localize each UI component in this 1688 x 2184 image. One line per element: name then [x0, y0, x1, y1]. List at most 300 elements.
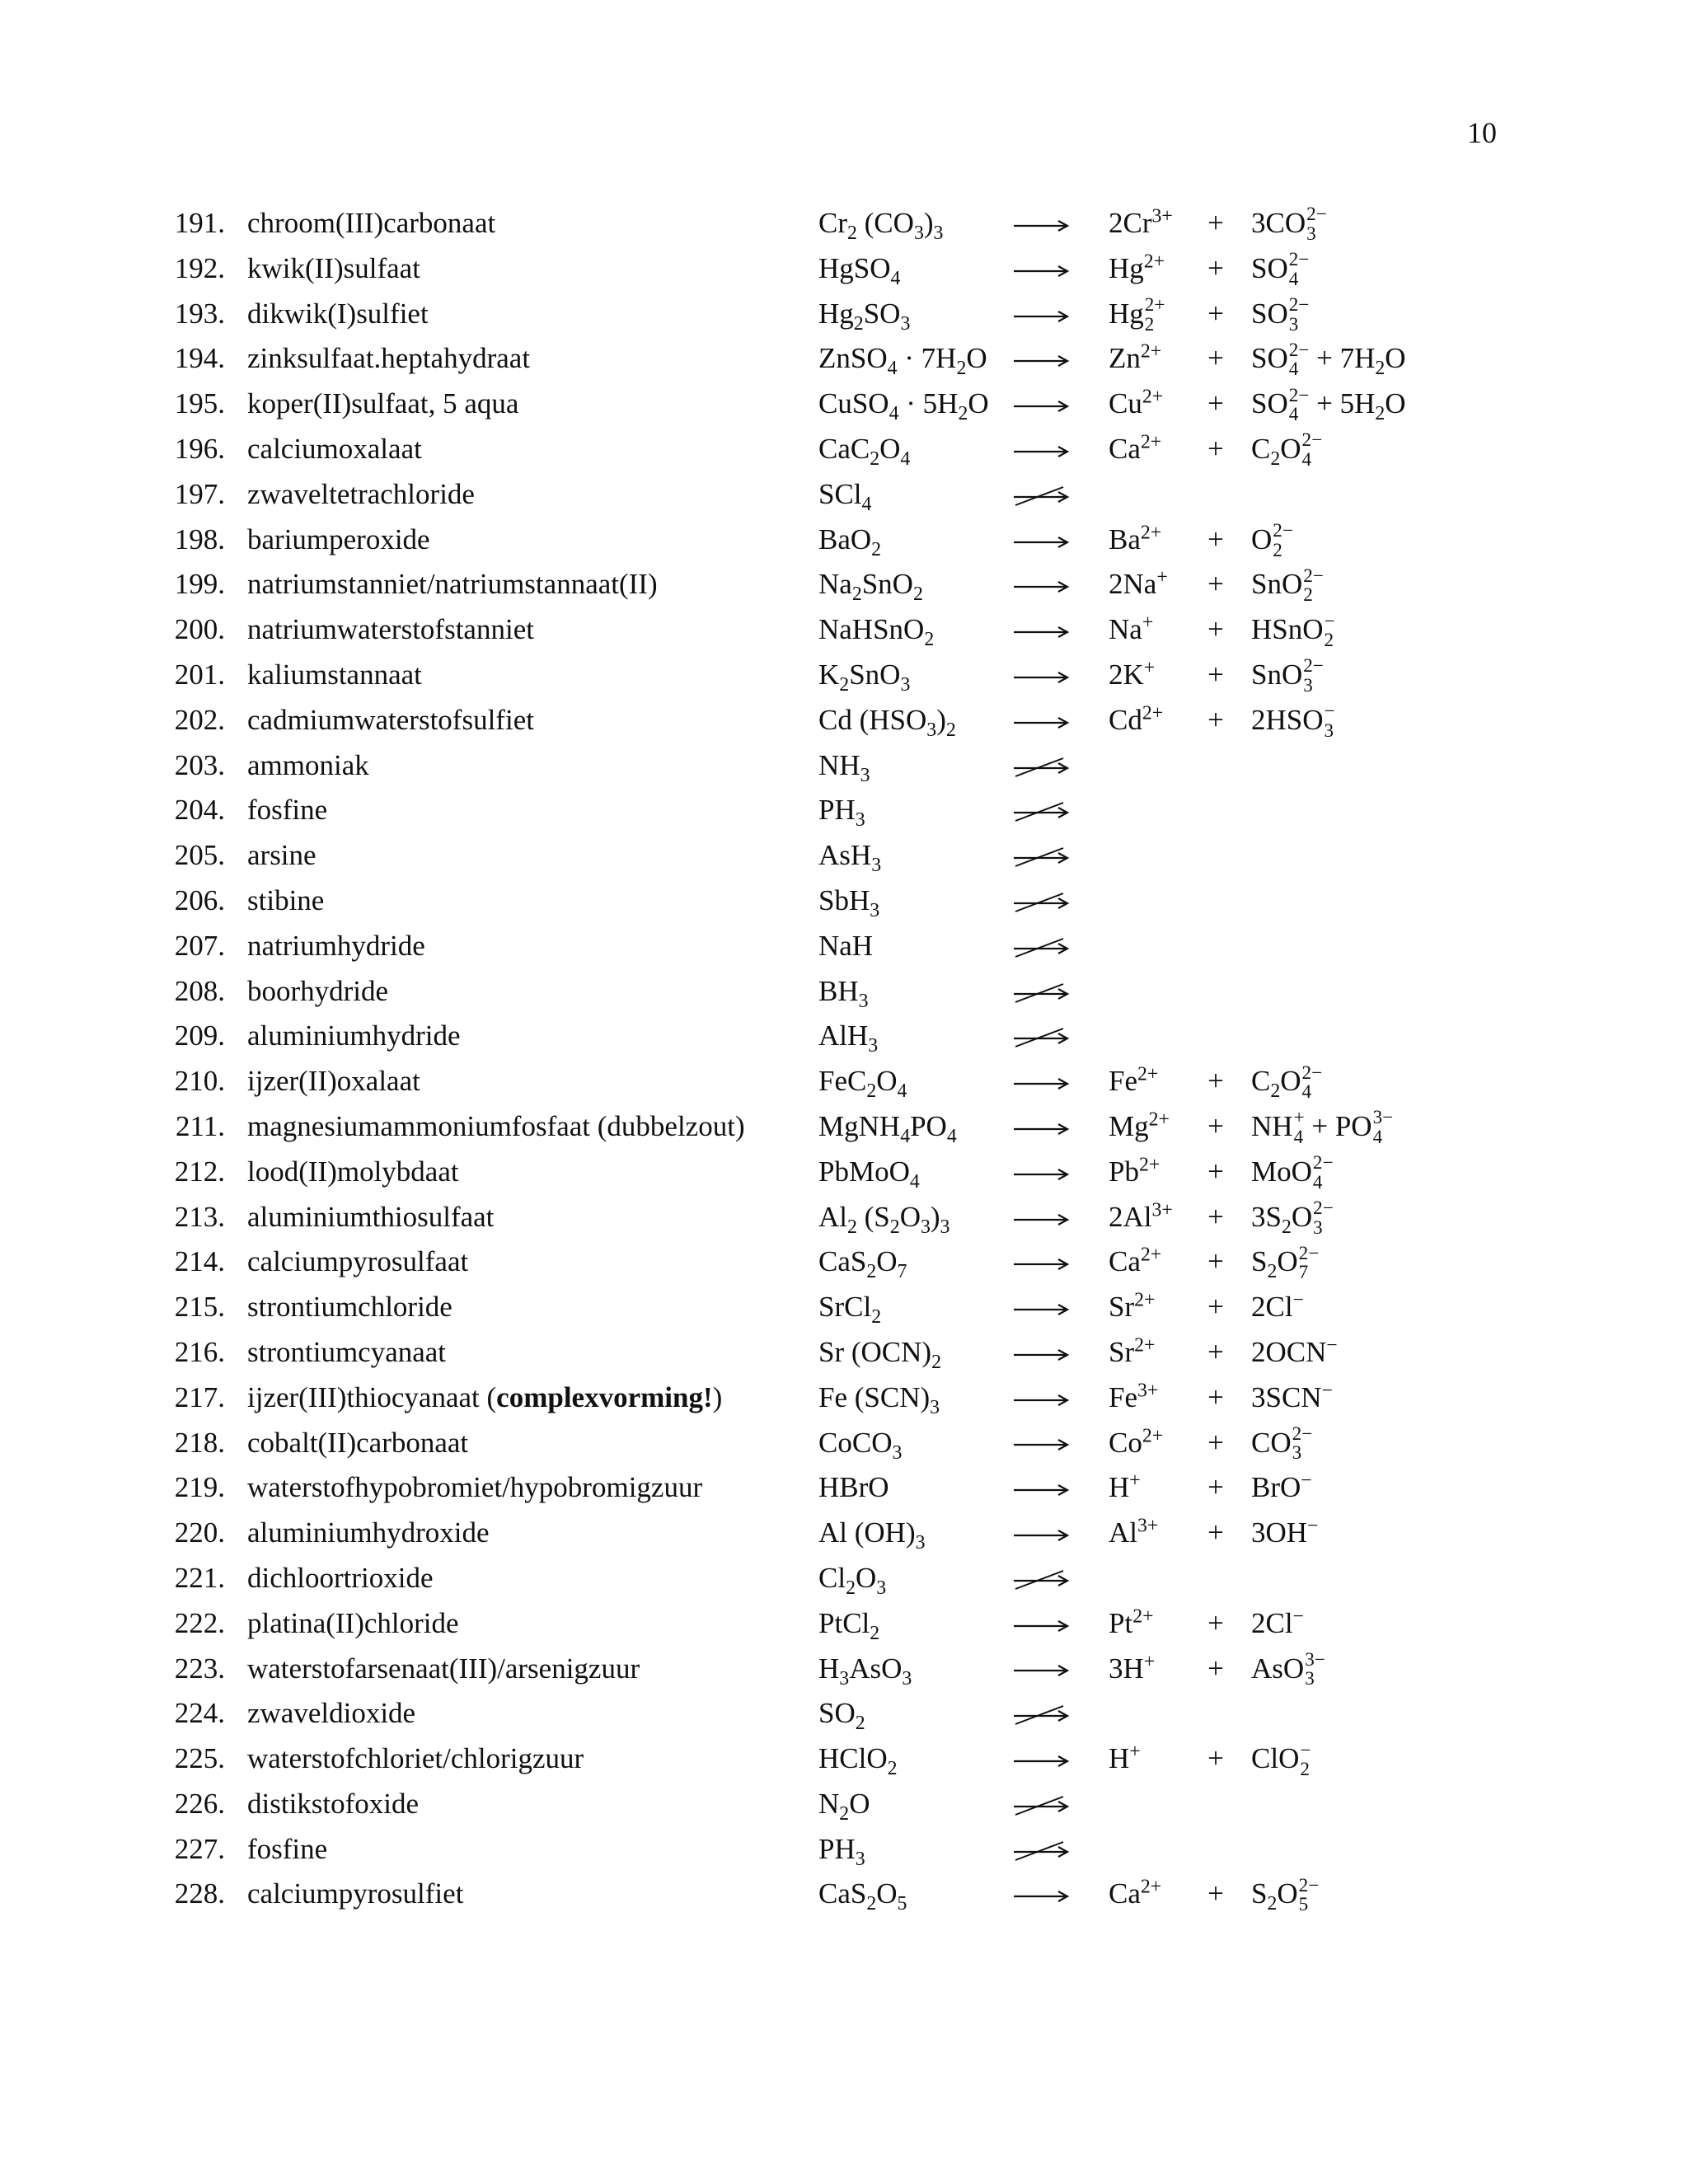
reaction-arrow-icon: [1012, 1207, 1070, 1232]
compound-name: lood(II)molybdaat: [247, 1155, 459, 1188]
list-item: [0, 427, 1688, 472]
chemical-formula: HBrO: [818, 1471, 889, 1504]
reaction-arrow: [1012, 518, 1086, 563]
chemical-formula: $PH_3$: [818, 794, 865, 832]
chemical-formula: NaH: [818, 929, 874, 962]
cation: $Mg^{2+}$: [1109, 1108, 1170, 1142]
list-item: [0, 1872, 1688, 1917]
compound-name: arsine: [247, 839, 316, 872]
list-item: [0, 201, 1688, 246]
reaction-arrow: [1012, 382, 1086, 427]
cation: Na+: [1109, 612, 1154, 646]
plus-sign: +: [1207, 1245, 1224, 1278]
cation: 2Na+: [1109, 566, 1168, 601]
plus-sign: +: [1207, 1877, 1224, 1910]
anion: 2Cl−: [1251, 1605, 1304, 1639]
reaction-arrow-icon: [1012, 1614, 1070, 1638]
plus-sign: +: [1207, 297, 1224, 330]
list-item: [0, 1195, 1688, 1240]
anion: BrO−: [1251, 1469, 1312, 1504]
reaction-arrow: [1012, 833, 1086, 879]
plus-sign: +: [1207, 1291, 1224, 1324]
anion: 3OH−: [1251, 1515, 1319, 1549]
list-item: [0, 879, 1688, 924]
item-number: 204.: [174, 794, 225, 827]
list-item: [0, 833, 1688, 879]
chemical-formula: CuSO$_4$ · $5H_2O$: [818, 387, 989, 425]
reaction-arrow-icon: [1012, 1071, 1070, 1096]
reaction-arrow: [1012, 1014, 1086, 1059]
chemical-formula: $Cl_2O_3$: [818, 1561, 887, 1599]
chemical-formula: SrCl$_2$: [818, 1291, 882, 1329]
cation: $Co^{2+}$: [1109, 1424, 1164, 1459]
reaction-arrow: [1012, 1195, 1086, 1240]
list-item: [0, 1285, 1688, 1330]
reaction-arrow: [1012, 698, 1086, 743]
item-number: 226.: [174, 1787, 225, 1820]
reaction-arrow: [1012, 1240, 1086, 1285]
plus-sign: +: [1207, 1516, 1224, 1549]
reaction-arrow: [1012, 969, 1086, 1015]
chemical-formula: AsH$_3$: [818, 839, 882, 877]
compound-name: platina(II)chloride: [247, 1606, 459, 1639]
anion: ClO − 2: [1251, 1738, 1311, 1780]
item-number: 194.: [174, 342, 225, 375]
reaction-arrow: [1012, 562, 1086, 607]
reaction-arrow: [1012, 1736, 1086, 1782]
reaction-arrow: [1012, 1421, 1086, 1466]
anion: O 2− 2: [1251, 518, 1293, 560]
anion: 2OCN−: [1251, 1334, 1338, 1368]
list-item: [0, 698, 1688, 743]
item-number: 202.: [174, 703, 225, 736]
reaction-arrow-icon: [1012, 665, 1070, 690]
chemical-formula: HClO$_2$: [818, 1742, 898, 1780]
list-item: [0, 1736, 1688, 1782]
item-number: 216.: [174, 1335, 225, 1368]
anion: 2Cl−: [1251, 1289, 1304, 1324]
compound-name: natriumhydride: [247, 929, 425, 962]
anion: CO 2− 3: [1251, 1422, 1313, 1464]
reaction-arrow: [1012, 1556, 1086, 1601]
plus-sign: +: [1207, 432, 1224, 465]
cation: $Cd^{2+}$: [1109, 702, 1164, 736]
list-item: [0, 1104, 1688, 1150]
reaction-arrow-icon: [1012, 1884, 1070, 1909]
item-number: 224.: [174, 1697, 225, 1730]
chemical-formula: $Al_2$ $(S_2O_3)_3$: [818, 1200, 950, 1238]
reaction-arrow-icon: [1012, 1162, 1070, 1187]
item-number: 193.: [174, 297, 225, 330]
plus-sign: +: [1207, 658, 1224, 691]
compound-name: magnesiumammoniumfosfaat (dubbelzout): [247, 1109, 745, 1142]
chemical-formula: $NH_3$: [818, 748, 870, 786]
compound-name: dikwik(I)sulfiet: [247, 297, 429, 330]
item-number: 228.: [174, 1877, 225, 1910]
reaction-arrow-icon: [1012, 530, 1070, 555]
plus-sign: +: [1207, 1155, 1224, 1188]
reaction-arrow: [1012, 1601, 1086, 1647]
compound-name: chroom(III)carbonaat: [247, 207, 496, 239]
item-number: 211.: [176, 1109, 225, 1142]
list-item: [0, 382, 1688, 427]
cation: $Pb^{2+}$: [1109, 1154, 1160, 1188]
list-item: [0, 292, 1688, 337]
cation: $Ca^{2+}$: [1109, 1876, 1162, 1910]
chemical-formula: $CaS_2O_7$: [818, 1245, 907, 1283]
compound-name: distikstofoxide: [247, 1787, 420, 1820]
compound-name: cobalt(II)carbonaat: [247, 1426, 469, 1459]
anion: 2HSO − 3: [1251, 700, 1335, 741]
anion: SnO 2− 2: [1251, 564, 1324, 606]
plus-sign: +: [1207, 1471, 1224, 1504]
crossed-arrow-icon: [1012, 846, 1070, 870]
crossed-arrow-icon: [1012, 1794, 1070, 1819]
reaction-arrow: [1012, 336, 1086, 382]
reaction-arrow: [1012, 607, 1086, 653]
compound-name: kwik(II)sulfaat: [247, 251, 420, 284]
cation: 2K+: [1109, 657, 1156, 691]
anion: SnO 2− 3: [1251, 654, 1324, 696]
list-item: [0, 1647, 1688, 1692]
chemical-formula: $SO_2$: [818, 1697, 865, 1735]
chemical-formula: $Hg_2SO_3$: [818, 297, 911, 335]
chemical-formula: $CaC_2O_4$: [818, 432, 911, 470]
reaction-arrow: [1012, 246, 1086, 292]
plus-sign: +: [1207, 1380, 1224, 1413]
plus-sign: +: [1207, 1652, 1224, 1685]
item-number: 191.: [174, 207, 225, 239]
reaction-arrow-icon: [1012, 1658, 1070, 1683]
compound-name: ijzer(III)thiocyanaat (complexvorming!): [247, 1380, 723, 1413]
list-item: [0, 246, 1688, 292]
list-item: [0, 518, 1688, 563]
compound-name: calciumpyrosulfiet: [247, 1877, 464, 1910]
cation: $Zn^{2+}$: [1109, 340, 1162, 375]
chemical-formula: PtCl$_2$: [818, 1606, 880, 1644]
cation: $Pt^{2+}$: [1109, 1605, 1154, 1639]
reaction-arrow-icon: [1012, 304, 1070, 329]
item-number: 210.: [174, 1065, 225, 1098]
reaction-arrow-icon: [1012, 439, 1070, 464]
cation: $Ca^{2+}$: [1109, 431, 1162, 465]
compound-name: kaliumstannaat: [247, 658, 422, 691]
crossed-arrow-icon: [1012, 1568, 1070, 1593]
cation: Hg 2+ 2: [1109, 293, 1165, 335]
reaction-arrow: [1012, 1647, 1086, 1692]
plus-sign: +: [1207, 387, 1224, 420]
plus-sign: +: [1207, 1200, 1224, 1233]
anion: SO 2− 4 + $5H_2O$: [1251, 383, 1406, 425]
item-number: 201.: [174, 658, 225, 691]
list-item: [0, 788, 1688, 833]
list-item: [0, 1421, 1688, 1466]
compound-name: natriumstanniet/natriumstannaat(II): [247, 568, 658, 601]
crossed-arrow-icon: [1012, 982, 1070, 1006]
item-number: 222.: [174, 1606, 225, 1639]
compound-name: zwaveltetrachloride: [247, 477, 475, 510]
reaction-arrow: [1012, 427, 1086, 472]
item-number: 209.: [174, 1019, 225, 1052]
crossed-arrow-icon: [1012, 1840, 1070, 1864]
chemical-formula: $N_2O$: [818, 1787, 870, 1825]
anion: NH + 4 + PO 3− 4: [1251, 1106, 1394, 1147]
plus-sign: +: [1207, 1109, 1224, 1142]
anion: SO 2− 3: [1251, 293, 1310, 335]
compound-name: ijzer(II)oxalaat: [247, 1065, 420, 1098]
reaction-list: [0, 201, 1688, 1917]
reaction-arrow-icon: [1012, 1523, 1070, 1548]
item-number: 200.: [174, 613, 225, 646]
anion: $S_2O$ 2− 7: [1251, 1241, 1320, 1283]
plus-sign: +: [1207, 342, 1224, 375]
anion: $C_2O$ 2− 4: [1251, 1061, 1323, 1103]
chemical-formula: AlH$_3$: [818, 1019, 879, 1057]
chemical-formula: SbH$_3$: [818, 883, 880, 921]
reaction-arrow-icon: [1012, 1432, 1070, 1457]
anion: AsO 3− 3: [1251, 1647, 1325, 1690]
item-number: 219.: [174, 1471, 225, 1504]
list-item: [0, 1376, 1688, 1421]
anion: MoO 2− 4: [1251, 1151, 1334, 1193]
reaction-arrow: [1012, 1465, 1086, 1511]
list-item: [0, 1691, 1688, 1736]
reaction-arrow-icon: [1012, 1343, 1070, 1367]
reaction-arrow: [1012, 1059, 1086, 1104]
chemical-formula: BaO$_2$: [818, 523, 882, 560]
cation: $Sr^{2+}$: [1109, 1289, 1156, 1324]
reaction-arrow-icon: [1012, 1252, 1070, 1277]
item-number: 195.: [174, 387, 225, 420]
crossed-arrow-icon: [1012, 1704, 1070, 1728]
reaction-arrow-icon: [1012, 1388, 1070, 1413]
list-item: [0, 1240, 1688, 1285]
plus-sign: +: [1207, 1742, 1224, 1775]
list-item: [0, 472, 1688, 518]
item-number: 198.: [174, 523, 225, 555]
cation: $Hg^{2+}$: [1109, 251, 1165, 284]
item-number: 196.: [174, 432, 225, 465]
cation: $Fe^{2+}$: [1109, 1063, 1159, 1098]
reaction-arrow-icon: [1012, 1749, 1070, 1774]
page-number: 10: [1467, 116, 1497, 149]
crossed-arrow-icon: [1012, 1026, 1070, 1051]
compound-name: fosfine: [247, 1832, 328, 1865]
item-number: 225.: [174, 1742, 225, 1775]
list-item: [0, 1465, 1688, 1511]
list-item: [0, 1511, 1688, 1556]
plus-sign: +: [1207, 251, 1224, 284]
compound-name: zinksulfaat.heptahydraat: [247, 342, 531, 375]
chemical-formula: $H_3AsO_3$: [818, 1652, 912, 1690]
item-number: 212.: [174, 1155, 225, 1188]
item-number: 208.: [174, 974, 225, 1007]
item-number: 223.: [174, 1652, 225, 1685]
compound-name: stibine: [247, 883, 325, 916]
crossed-arrow-icon: [1012, 800, 1070, 825]
anion: 3CO 2− 3: [1251, 203, 1327, 244]
chemical-formula: Al $(OH)_3$: [818, 1516, 926, 1554]
compound-name: bariumperoxide: [247, 523, 430, 555]
reaction-arrow-icon: [1012, 1297, 1070, 1322]
chemical-formula: $BH_3$: [818, 974, 869, 1012]
crossed-arrow-icon: [1012, 756, 1070, 780]
compound-name: waterstofarsenaat(III)/arsenigzuur: [247, 1652, 640, 1685]
reaction-arrow: [1012, 879, 1086, 924]
compound-name: strontiumchloride: [247, 1291, 452, 1324]
reaction-arrow-icon: [1012, 1478, 1070, 1502]
reaction-arrow: [1012, 1511, 1086, 1556]
plus-sign: +: [1207, 703, 1224, 736]
anion: SO 2− 4 + $7H_2O$: [1251, 338, 1406, 380]
reaction-arrow: [1012, 1285, 1086, 1330]
chemical-formula: HgSO$_4$: [818, 251, 901, 289]
chemical-formula: $CaS_2O_5$: [818, 1877, 907, 1915]
list-item: [0, 1150, 1688, 1195]
compound-name: aluminiumthiosulfaat: [247, 1200, 495, 1233]
list-item: [0, 562, 1688, 607]
item-number: 197.: [174, 477, 225, 510]
cation: $2Al^{3+}$: [1109, 1198, 1173, 1233]
chemical-formula: $FeC_2O_4$: [818, 1065, 907, 1103]
reaction-arrow: [1012, 743, 1086, 789]
plus-sign: +: [1207, 1065, 1224, 1098]
item-number: 217.: [174, 1380, 225, 1413]
cation: $Ba^{2+}$: [1109, 521, 1162, 555]
item-number: 206.: [174, 883, 225, 916]
list-item: [0, 1059, 1688, 1104]
item-number: 215.: [174, 1291, 225, 1324]
item-number: 203.: [174, 748, 225, 781]
chemical-formula: Cd $(HSO_3)_2$: [818, 703, 956, 741]
chemical-formula: $PH_3$: [818, 1832, 865, 1870]
item-number: 227.: [174, 1832, 225, 1865]
list-item: [0, 1556, 1688, 1601]
reaction-arrow-icon: [1012, 574, 1070, 599]
compound-name: dichloortrioxide: [247, 1561, 434, 1594]
reaction-arrow-icon: [1012, 349, 1070, 373]
cation: $Ca^{2+}$: [1109, 1244, 1162, 1278]
cation: H+: [1109, 1469, 1141, 1504]
chemical-formula: SCl$_4$: [818, 477, 872, 515]
item-number: 214.: [174, 1245, 225, 1278]
compound-name: waterstofhypobromiet/hypobromigzuur: [247, 1471, 703, 1504]
reaction-arrow: [1012, 472, 1086, 518]
anion: $C_2O$ 2− 4: [1251, 429, 1323, 470]
reaction-arrow: [1012, 924, 1086, 969]
anion: $3S_2O$ 2− 3: [1251, 1196, 1334, 1238]
anion: SO 2− 4: [1251, 248, 1310, 289]
reaction-arrow: [1012, 788, 1086, 833]
item-number: 220.: [174, 1516, 225, 1549]
list-item: [0, 743, 1688, 789]
chemical-formula: CoCO$_3$: [818, 1426, 903, 1464]
item-number: 218.: [174, 1426, 225, 1459]
cation: $Fe^{3+}$: [1109, 1380, 1159, 1413]
item-number: 207.: [174, 929, 225, 962]
chemical-formula: $MgNH_4PO_4$: [818, 1109, 957, 1147]
list-item: [0, 336, 1688, 382]
compound-name: aluminiumhydride: [247, 1019, 461, 1052]
chemical-formula: $Cr_2$ $(CO_3)_3$: [818, 207, 944, 244]
reaction-arrow: [1012, 1691, 1086, 1736]
reaction-arrow: [1012, 292, 1086, 337]
compound-name: aluminiumhydroxide: [247, 1516, 490, 1549]
plus-sign: +: [1207, 568, 1224, 601]
reaction-arrow-icon: [1012, 620, 1070, 644]
reaction-arrow: [1012, 1872, 1086, 1917]
item-number: 213.: [174, 1200, 225, 1233]
reaction-arrow-icon: [1012, 394, 1070, 419]
item-number: 205.: [174, 839, 225, 872]
chemical-formula: Fe $(SCN)_3$: [818, 1380, 940, 1418]
cation: $Sr^{2+}$: [1109, 1334, 1156, 1368]
compound-name: zwaveldioxide: [247, 1697, 416, 1730]
cation: $Al^{3+}$: [1109, 1515, 1159, 1549]
compound-name: strontiumcyanaat: [247, 1335, 447, 1368]
plus-sign: +: [1207, 1426, 1224, 1459]
reaction-arrow: [1012, 1782, 1086, 1827]
reaction-arrow: [1012, 1376, 1086, 1421]
cation: $2Cr^{3+}$: [1109, 205, 1173, 239]
plus-sign: +: [1207, 1335, 1224, 1368]
reaction-arrow-icon: [1012, 213, 1070, 238]
list-item: [0, 653, 1688, 698]
reaction-arrow-icon: [1012, 710, 1070, 735]
chemical-formula: PbMoO$_4$: [818, 1155, 920, 1193]
reaction-arrow: [1012, 1827, 1086, 1872]
anion: 3SCN−: [1251, 1380, 1334, 1413]
list-item: [0, 1330, 1688, 1376]
cation: H+: [1109, 1741, 1141, 1775]
item-number: 221.: [174, 1561, 225, 1594]
cation: 3H+: [1109, 1650, 1156, 1685]
reaction-arrow: [1012, 1104, 1086, 1150]
compound-name: ammoniak: [247, 748, 369, 781]
crossed-arrow-icon: [1012, 936, 1070, 961]
reaction-arrow-icon: [1012, 1117, 1070, 1141]
list-item: [0, 1014, 1688, 1059]
compound-name: waterstofchloriet/chlorigzuur: [247, 1742, 584, 1775]
reaction-arrow-icon: [1012, 259, 1070, 284]
compound-name: calciumoxalaat: [247, 432, 422, 465]
compound-name: fosfine: [247, 794, 328, 827]
plus-sign: +: [1207, 207, 1224, 239]
cation: $Cu^{2+}$: [1109, 386, 1164, 420]
item-number: 199.: [174, 568, 225, 601]
list-item: [0, 969, 1688, 1015]
list-item: [0, 607, 1688, 653]
list-item: [0, 1601, 1688, 1647]
compound-name: cadmiumwaterstofsulfiet: [247, 703, 534, 736]
reaction-arrow: [1012, 653, 1086, 698]
compound-name: calciumpyrosulfaat: [247, 1245, 469, 1278]
item-number: 192.: [174, 251, 225, 284]
compound-name: koper(II)sulfaat, 5 aqua: [247, 387, 519, 420]
compound-name: natriumwaterstofstanniet: [247, 613, 534, 646]
reaction-arrow: [1012, 1150, 1086, 1195]
plus-sign: +: [1207, 1606, 1224, 1639]
plus-sign: +: [1207, 523, 1224, 555]
chemical-formula: NaHSnO$_2$: [818, 613, 935, 651]
crossed-arrow-icon: [1012, 485, 1070, 509]
compound-name: boorhydride: [247, 974, 389, 1007]
chemical-formula: $K_2SnO_3$: [818, 658, 911, 696]
anion: $S_2O$ 2− 5: [1251, 1873, 1320, 1915]
crossed-arrow-icon: [1012, 891, 1070, 916]
anion: HSnO − 2: [1251, 609, 1335, 651]
chemical-formula: ZnSO$_4$ · $7H_2O$: [818, 342, 987, 380]
